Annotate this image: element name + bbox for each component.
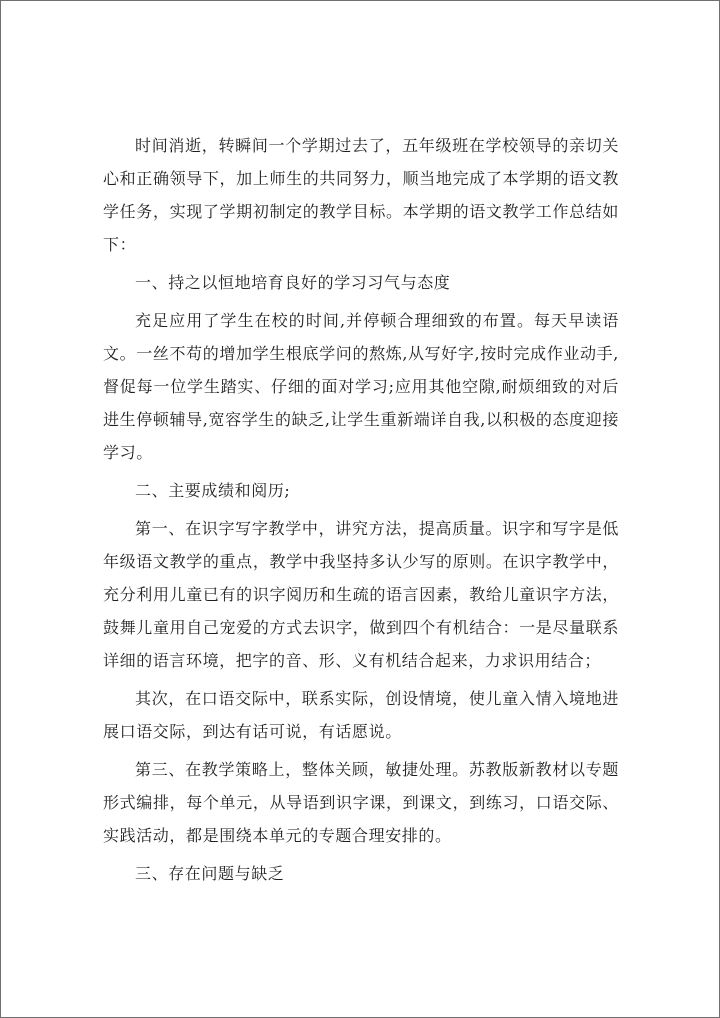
paragraph-literacy: 第一、在识字写字教学中，讲究方法，提高质量。识字和写字是低年级语文教学的重点，教学中我坚持多认少写的原则。在识字教学中，充分利用儿童已有的识字阅历和生疏的语言因素，教给儿童识字方法，鼓舞儿童用自己宠爱的方式去识字，做到四个有机结合：一是尽量联系详细的语言环境，把字的音、形、义有机结合起来，力求识用结合；: [103, 519, 619, 670]
paragraph-intro: 时间消逝，转瞬间一个学期过去了，五年级班在学校领导的亲切关心和正确领导下，加上师生的共同努力，顺当地完成了本学期的语文教学任务，实现了学期初制定的教学目标。本学期的语文教学工作总结如下：: [103, 136, 619, 254]
paragraph-teaching-strategy: 第三、在教学策略上，整体关顾，敏捷处理。苏教版新教材以专题形式编排，每个单元，从导语到识字课，到课文，到练习，口语交际、实践活动，都是围绕本单元的专题合理安排的。: [103, 760, 619, 845]
section-heading-3: 三、存在问题与缺乏: [135, 864, 285, 883]
section-heading-1: 一、持之以恒地培育良好的学习习气与态度: [135, 273, 451, 292]
document-body: [103, 129, 619, 895]
section-heading-2: 二、主要成绩和阅历;: [135, 481, 291, 500]
paragraph-oral-communication: 其次，在口语交际中，联系实际，创设情境，使儿童入情入境地进展口语交际，到达有话可说，有话愿说。: [103, 689, 619, 741]
paragraph-study-habits: 充足应用了学生在校的时间,并停顿合理细致的布置。每天早读语文。一丝不苟的增加学生根底学问的熬炼,从写好字,按时完成作业动手,督促每一位学生踏实、仔细的面对学习;应用其他空隙,耐烦细致的对后进生停顿辅导,宽容学生的缺乏,让学生重新端详自我,以积极的态度迎接学习。: [103, 311, 619, 462]
